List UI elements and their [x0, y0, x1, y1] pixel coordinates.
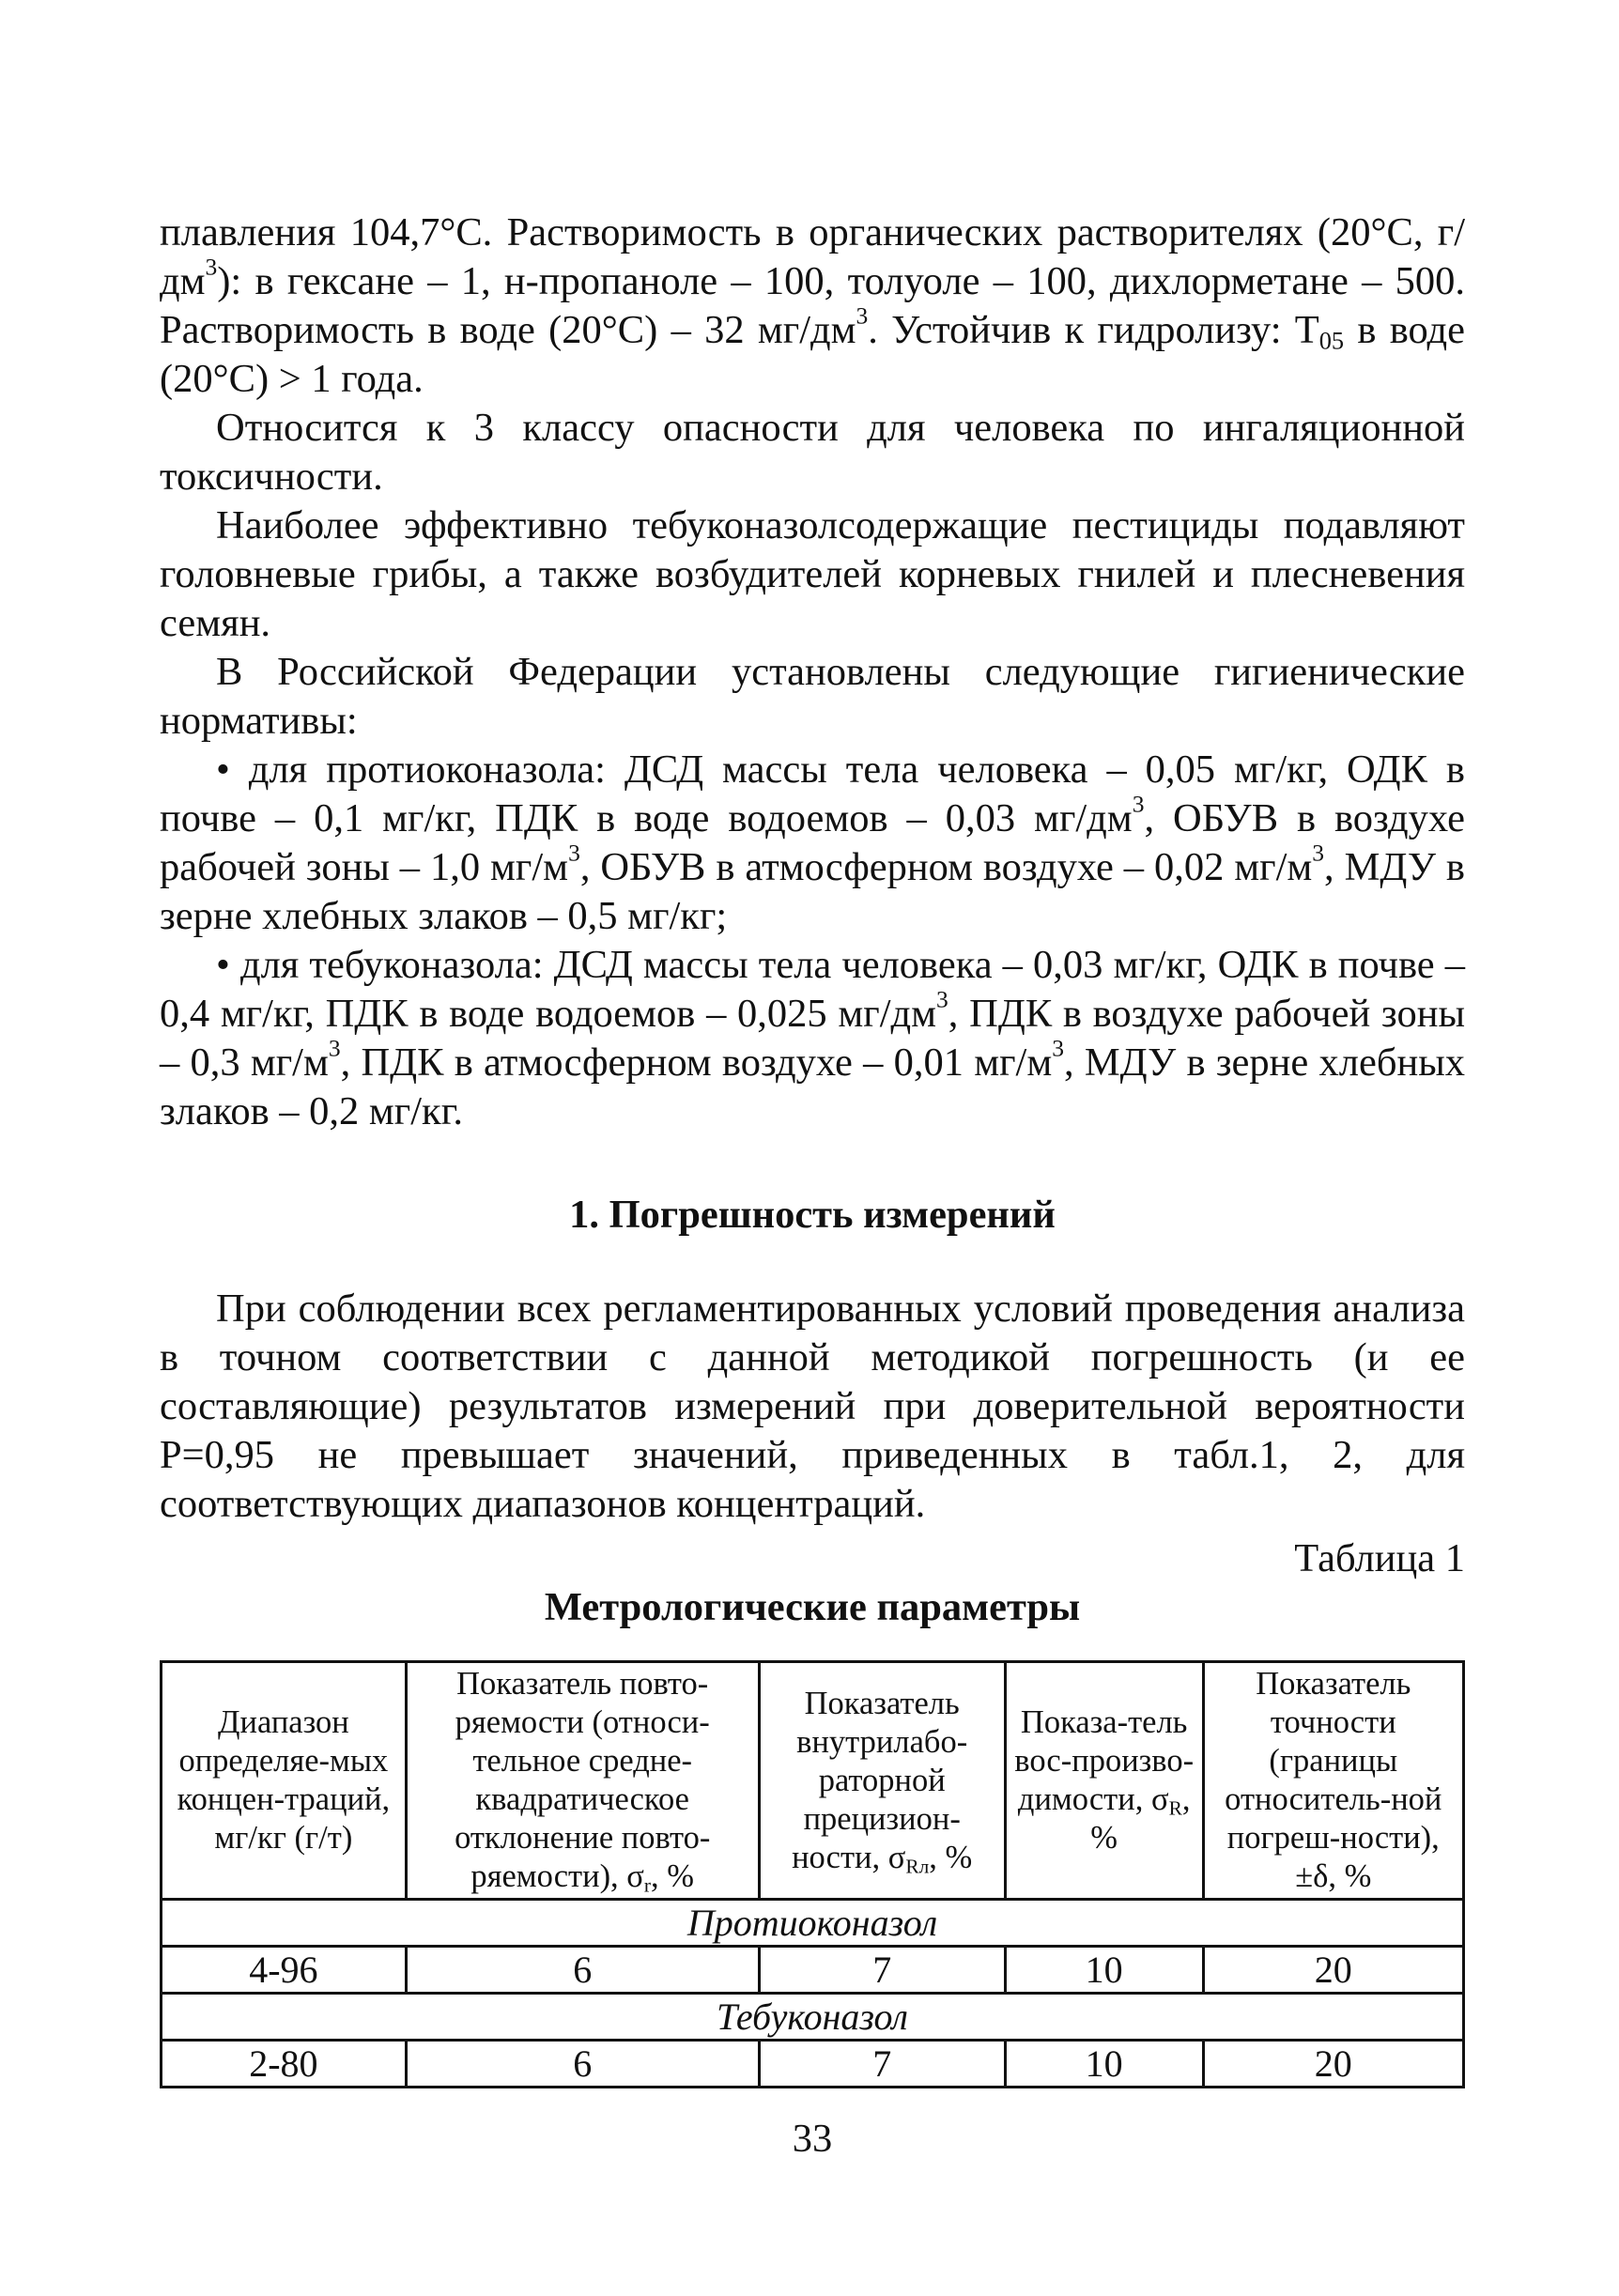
table-number: Таблица 1	[1294, 1536, 1465, 1580]
header-cell-range	[162, 1662, 407, 1900]
paragraph-solubility	[160, 208, 1465, 404]
header-text: Показатель повто-ряемости (относи-тельное средне-квадратическое отклонение повто-ряемости), σ	[455, 1666, 711, 1894]
header-text: Диапазон определяе-мых концен-траций, мг/кг (г/т)	[177, 1704, 391, 1856]
subscript: 05	[1318, 327, 1345, 355]
text-run: , МДУ в зерне хлебных злаков – 0,2 мг/кг.	[160, 1040, 1466, 1133]
header-cell-intralab-precision	[759, 1662, 1005, 1900]
text-run: , ПДК в воздухе рабочей зоны – 0,3 мг/м	[160, 992, 1466, 1085]
group-label-tebuconazole: Тебуконазол	[162, 1994, 1464, 2041]
superscript: 3	[856, 301, 869, 330]
header-text: , %	[929, 1839, 973, 1875]
superscript: 3	[1312, 839, 1325, 867]
text-run: в воде (20°С) > 1 года.	[160, 308, 1465, 401]
superscript: 3	[328, 1034, 341, 1062]
paragraph-measurement-error: При соблюдении всех регламентированных условий проведения анализа в точном соответствии с данной методикой погрешность (и ее составляющие) результатов измерений при доверительной вероятности Р=0,95 не превышает значений, приведенных в табл.1, 2, для соответствующих диапазонов концентраций.	[160, 1287, 1465, 1526]
header-text: Показатель точности (границы относитель-ной погреш-ности), ±δ, %	[1225, 1666, 1442, 1894]
paragraph-hazard-class: Относится к 3 классу опасности для человека по ингаляционной токсичности.	[160, 406, 1465, 499]
text-run: • для протиоконазола: ДСД массы тела человека – 0,05 мг/кг, ОДК в почве – 0,1 мг/кг, ПДК в воде водоемов – 0,03 мг/дм	[160, 747, 1465, 840]
header-cell-reproducibility	[1005, 1662, 1203, 1900]
header-text: , %	[651, 1858, 695, 1894]
text-run: , ПДК в атмосферном воздухе – 0,01 мг/м	[340, 1040, 1053, 1085]
section-heading: 1. Погрешность измерений	[569, 1193, 1056, 1237]
text-run: , ОБУВ в атмосферном воздухе – 0,02 мг/м	[579, 845, 1313, 889]
paragraph-efficacy: Наиболее эффективно тебуконазолсодержащие пестициды подавляют головневые грибы, а также возбудителей корневых гнилей и плесневения семян.	[160, 503, 1465, 645]
paragraph-prothioconazole-standards	[160, 746, 1465, 941]
header-cell-repeatability	[406, 1662, 759, 1900]
header-text: Показатель внутрилабо-раторной прецизион-ности, σ	[792, 1685, 968, 1875]
paragraph-standards-intro: В Российской Федерации установлены следующие гигиенические нормативы:	[160, 650, 1465, 743]
table-cell: 7	[759, 1947, 1005, 1994]
text-run: ): в гексане – 1, н-пропаноле – 100, толуоле – 100, дихлорметане – 500. Растворимость в воде (20°С) – 32 мг/дм	[160, 259, 1465, 352]
text-run: , ОБУВ в воздухе рабочей зоны – 1,0 мг/м	[160, 796, 1465, 889]
table-cell: 2-80	[162, 2041, 407, 2088]
text-run: . Устойчив к гидролизу: Т	[868, 308, 1319, 352]
header-text: Показа-тель вос-произво-димости, σ	[1014, 1704, 1195, 1817]
table-cell: 10	[1005, 1947, 1203, 1994]
header-subscript: r	[643, 1873, 652, 1897]
text-run: • для тебуконазола: ДСД массы тела человека – 0,03 мг/кг, ОДК в почве – 0,4 мг/кг, ПДК в воде водоемов – 0,025 мг/дм	[160, 943, 1465, 1036]
table-row	[162, 2041, 1464, 2088]
table-group-row	[162, 1994, 1464, 2041]
header-subscript: R	[1168, 1796, 1182, 1820]
superscript: 3	[568, 839, 580, 867]
table-cell: 20	[1203, 1947, 1463, 1994]
table-cell: 7	[759, 2041, 1005, 2088]
table-header-row	[162, 1662, 1464, 1900]
table-cell: 20	[1203, 2041, 1463, 2088]
header-text: , %	[1090, 1781, 1191, 1856]
text-run: , МДУ в зерне хлебных злаков – 0,5 мг/кг;	[160, 845, 1465, 938]
header-cell-accuracy	[1203, 1662, 1463, 1900]
table-title: Метрологические параметры	[544, 1585, 1081, 1629]
document-page	[160, 208, 1465, 2164]
header-subscript: Rл	[905, 1854, 930, 1877]
table-cell: 10	[1005, 2041, 1203, 2088]
page-number: 33	[792, 2117, 833, 2161]
table-cell: 4-96	[162, 1947, 407, 1994]
superscript: 3	[1132, 790, 1145, 818]
table-cell: 6	[406, 1947, 759, 1994]
table-row	[162, 1947, 1464, 1994]
group-label-prothioconazole: Протиоконазол	[162, 1900, 1464, 1947]
table-cell: 6	[406, 2041, 759, 2088]
superscript: 3	[936, 985, 948, 1013]
text-run: плавления 104,7°С. Растворимость в органических растворителях (20°С, г/дм	[160, 210, 1465, 303]
table-group-row	[162, 1900, 1464, 1947]
superscript: 3	[205, 253, 218, 281]
paragraph-tebuconazole-standards	[160, 941, 1465, 1136]
superscript: 3	[1052, 1034, 1064, 1062]
metrological-parameters-table	[160, 1660, 1465, 2088]
